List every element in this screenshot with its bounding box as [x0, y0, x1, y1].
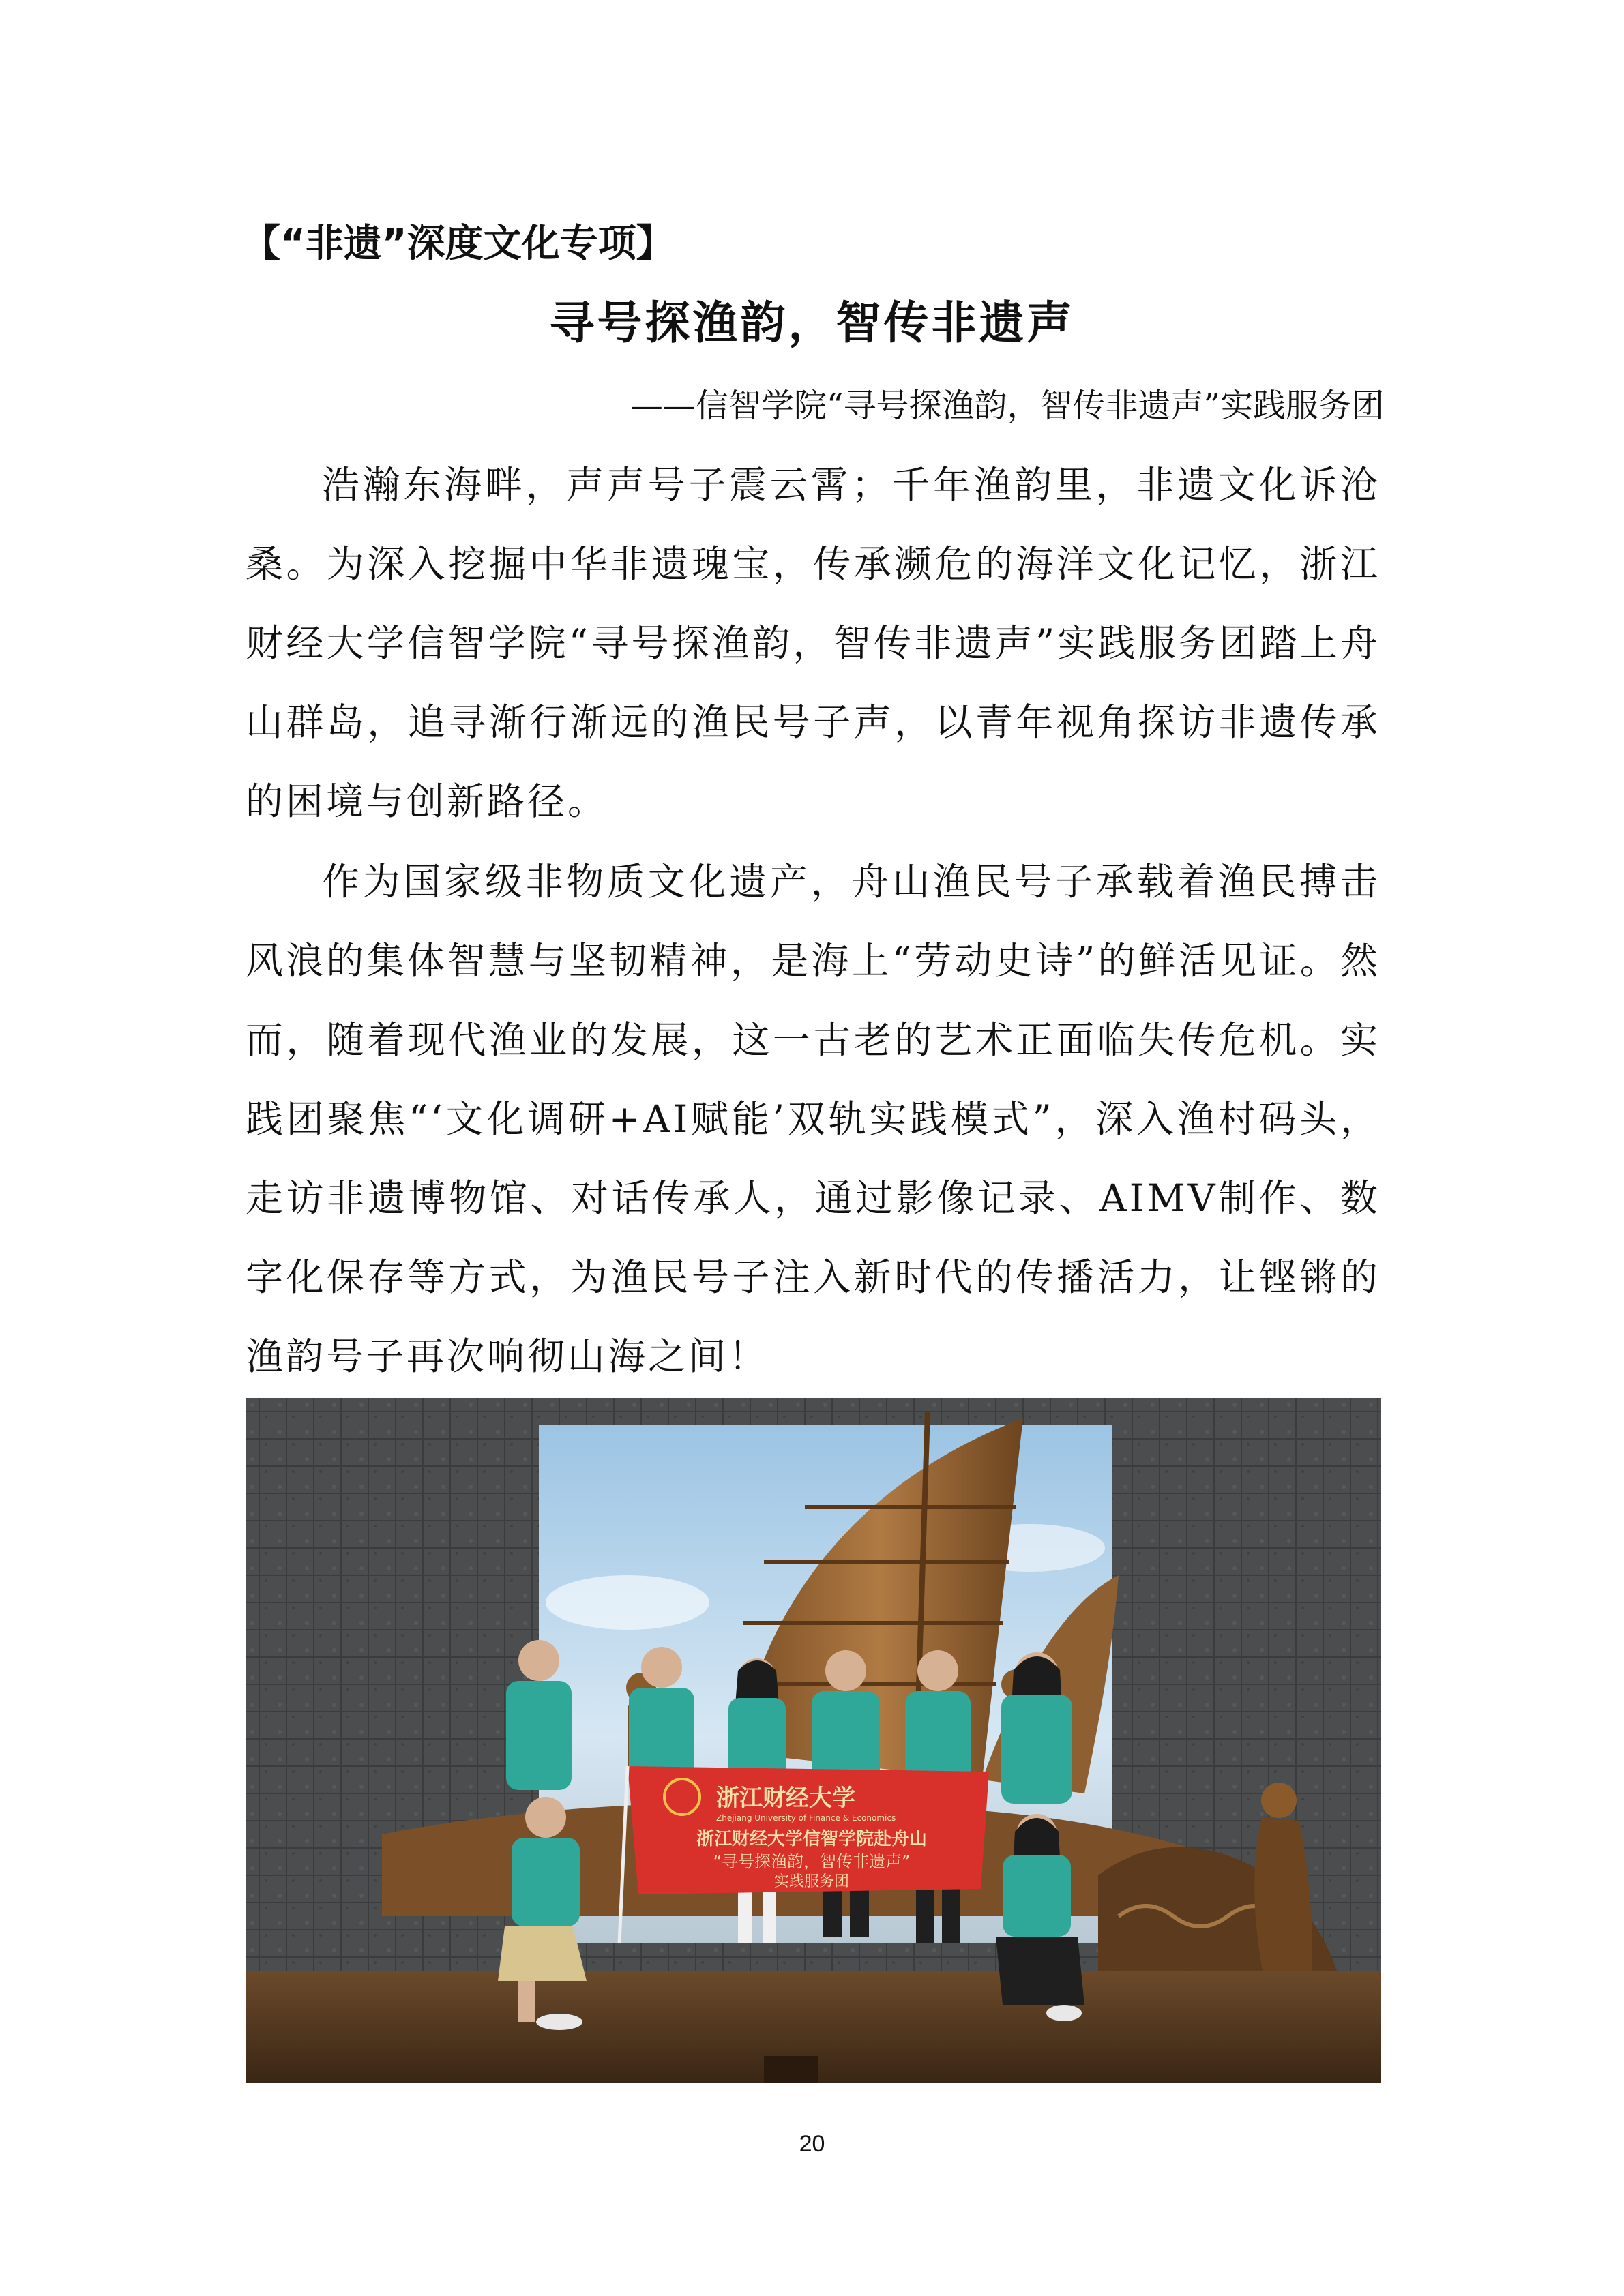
section-tag: 【“非遗”深度文化专项】 — [242, 222, 675, 266]
banner-line-1: 浙江财经大学信智学院赴舟山 — [696, 1829, 928, 1849]
article-subtitle: ——信智学院“寻号探渔韵，智传非遗声”实践服务团 — [630, 387, 1384, 425]
page-number: 20 — [799, 2131, 825, 2157]
paragraph-2: 作为国家级非物质文化遗产，舟山渔民号子承载着渔民搏击风浪的集体智慧与坚韧精神，是海上“劳动史诗”的鲜活见证。然而，随着现代渔业的发展，这一古老的艺术正面临失传危机。实践团聚焦“‘文化调研+AI赋能’双轨实践模式”，深入渔村码头，走访非遗博物馆、对话传承人，通过影像记录、AIMV制作、数字化保存等方式，为渔民号子注入新时代的传播活力，让铿锵的渔韵号子再次响彻山海之间！ — [246, 860, 1381, 1378]
paragraph-1: 浩瀚东海畔，声声号子震云霄；千年渔韵里，非遗文化诉沧桑。为深入挖掘中华非遗瑰宝，传承濒危的海洋文化记忆，浙江财经大学信智学院“寻号探渔韵，智传非遗声”实践服务团踏上舟山群岛，追寻渐行渐远的渔民号子声，以青年视角探访非遗传承的困境与创新路径。 — [246, 463, 1381, 823]
banner-university-en: Zhejiang University of Finance & Economics — [716, 1813, 896, 1823]
group-photo-illustration — [246, 1398, 1381, 2083]
banner-line-2: “寻号探渔韵，智传非遗声” — [713, 1852, 911, 1871]
group-photo — [246, 1398, 1381, 2083]
article-title: 寻号探渔韵，智传非遗声 — [549, 296, 1075, 349]
banner-line-3: 实践服务团 — [773, 1873, 850, 1890]
banner-university: 浙江财经大学 — [716, 1785, 855, 1812]
